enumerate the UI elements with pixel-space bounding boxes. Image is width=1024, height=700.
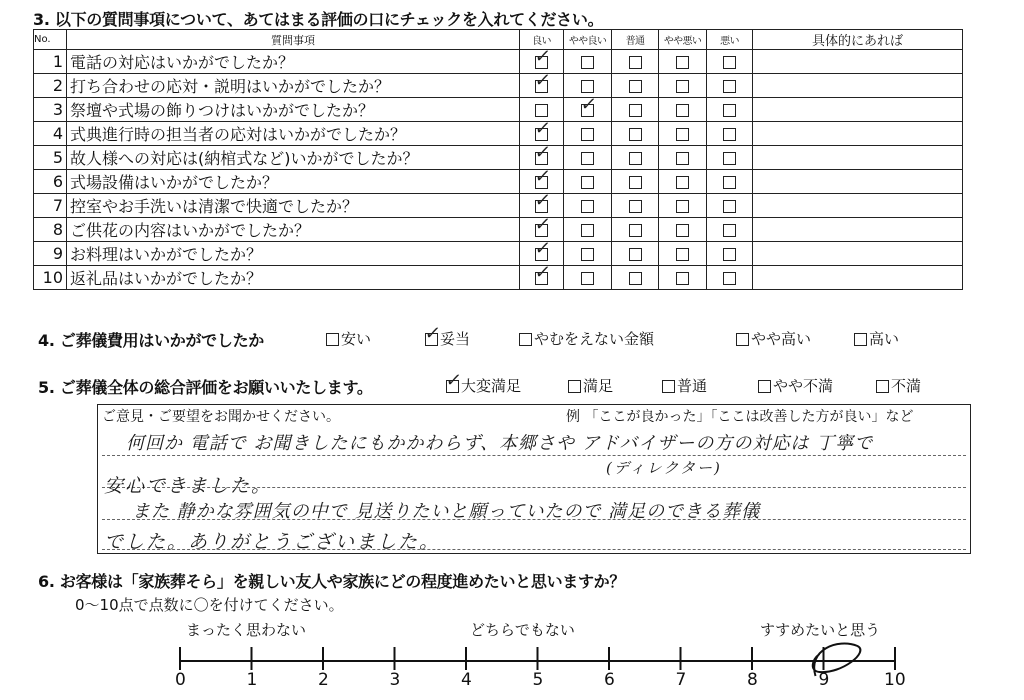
q5-option-somewhat-dissatisfied[interactable]: やや不満	[758, 375, 833, 396]
details-cell[interactable]	[753, 50, 963, 74]
checkbox[interactable]	[629, 56, 642, 69]
question-text: お料理はいかがでしたか？	[67, 242, 520, 266]
rating-cell[interactable]	[612, 266, 659, 290]
checkbox[interactable]	[676, 80, 689, 93]
checkbox[interactable]	[579, 94, 599, 117]
question-number: 5	[34, 146, 67, 170]
question-number: 9	[34, 242, 67, 266]
scale-number[interactable]: 1	[246, 670, 258, 690]
question-row	[34, 146, 963, 170]
rating-cell[interactable]	[659, 146, 707, 170]
question-row	[34, 50, 963, 74]
checkbox[interactable]	[662, 380, 675, 393]
checkbox[interactable]	[629, 200, 642, 213]
checkbox[interactable]	[533, 262, 553, 285]
scale-number[interactable]: 3	[389, 670, 401, 690]
handwriting-line-3: また 静かな雰囲気の中で 見送りたいと願っていたので 満足のできる葬儀	[132, 501, 761, 522]
scale-label-low: まったく思わない	[186, 621, 307, 639]
checkbox[interactable]	[533, 142, 553, 165]
rating-cell[interactable]	[612, 122, 659, 146]
checkbox[interactable]	[676, 200, 689, 213]
header-no: No.	[34, 30, 67, 50]
rating-cell[interactable]	[707, 146, 753, 170]
scale-number[interactable]: 5	[532, 670, 544, 690]
q5-option-satisfied[interactable]: 満足	[568, 375, 613, 396]
question-row	[34, 122, 963, 146]
checkbox[interactable]	[581, 224, 594, 237]
checkbox[interactable]	[581, 80, 594, 93]
details-cell[interactable]	[753, 194, 963, 218]
question-row	[34, 218, 963, 242]
rating-cell[interactable]	[659, 74, 707, 98]
rating-cell[interactable]	[564, 194, 612, 218]
checkbox[interactable]	[676, 128, 689, 141]
question-text: ご供花の内容はいかがでしたか？	[67, 218, 520, 242]
details-cell[interactable]	[753, 266, 963, 290]
checkbox[interactable]	[533, 70, 553, 93]
q5-title: 5. ご葬儀全体の総合評価をお願いいたします。	[38, 378, 373, 397]
checkbox[interactable]	[723, 200, 736, 213]
scale-number[interactable]: 8	[747, 670, 758, 690]
checkbox[interactable]	[533, 166, 553, 189]
checkbox[interactable]	[533, 46, 553, 69]
q3-title: 3. 以下の質問事項について、あてはまる評価の口にチェックを入れてください。	[33, 10, 604, 29]
scale-number[interactable]: 4	[461, 670, 472, 690]
check-mark-icon: ✓	[533, 214, 553, 235]
comment-label: ご意見・ご要望をお聞かせください。	[102, 409, 340, 425]
q6-title: 6. お客様は「家族葬そら」を親しい友人や家族にどの程度進めたいと思いますか？	[38, 572, 626, 591]
checkbox[interactable]	[723, 176, 736, 189]
check-mark-icon: ✓	[533, 190, 553, 211]
q4-option-expensive[interactable]: 高い	[854, 328, 899, 349]
header-normal: 普通	[612, 30, 659, 50]
checkbox[interactable]	[581, 176, 594, 189]
question-text: 電話の対応はいかがでしたか？	[67, 50, 520, 74]
rating-cell[interactable]	[659, 170, 707, 194]
checkbox[interactable]	[533, 118, 553, 141]
check-mark-icon: ✓	[533, 142, 553, 163]
scale-number[interactable]: 7	[675, 670, 687, 690]
question-number: 8	[34, 218, 67, 242]
check-mark-icon: ✓	[533, 238, 553, 259]
details-cell[interactable]	[753, 74, 963, 98]
details-cell[interactable]	[753, 146, 963, 170]
details-cell[interactable]	[753, 218, 963, 242]
checkbox[interactable]	[444, 370, 464, 393]
checkbox[interactable]	[629, 248, 642, 261]
check-mark-icon: ✓	[423, 323, 443, 344]
q5-option-dissatisfied[interactable]: 不満	[876, 375, 921, 396]
checkbox[interactable]	[568, 380, 581, 393]
scale-number[interactable]: 0	[175, 670, 186, 690]
rating-cell[interactable]	[659, 266, 707, 290]
rating-cell[interactable]	[707, 242, 753, 266]
checkbox[interactable]	[581, 128, 594, 141]
ruled-line	[102, 455, 966, 456]
scale-label-high: すすめたいと思う	[760, 621, 881, 639]
question-text: 返礼品はいかがでしたか？	[67, 266, 520, 290]
question-text: 打ち合わせの応対・説明はいかがでしたか？	[67, 74, 520, 98]
checkbox[interactable]	[676, 176, 689, 189]
question-number: 4	[34, 122, 67, 146]
rating-cell[interactable]	[612, 50, 659, 74]
checkbox[interactable]	[581, 272, 594, 285]
details-cell[interactable]	[753, 170, 963, 194]
checkbox[interactable]	[581, 56, 594, 69]
checkbox[interactable]	[533, 190, 553, 213]
question-text: 式場設備はいかがでしたか？	[67, 170, 520, 194]
header-somewhat-bad: やや悪い	[659, 30, 707, 50]
question-number: 2	[34, 74, 67, 98]
comment-box[interactable]	[97, 404, 971, 554]
rating-cell[interactable]	[707, 266, 753, 290]
rating-cell[interactable]	[564, 50, 612, 74]
q4-option-reasonable[interactable]: ✓ 妥当	[423, 323, 471, 348]
scale-number[interactable]: 6	[604, 670, 615, 690]
scale-number[interactable]: 10	[884, 670, 906, 690]
question-number: 1	[34, 50, 67, 74]
q6-instruction: 0～10点で点数に〇を付けてください。	[75, 596, 344, 614]
rating-cell[interactable]	[707, 170, 753, 194]
checkbox[interactable]	[876, 380, 889, 393]
checkbox[interactable]	[854, 333, 867, 346]
scale-number[interactable]: 9	[818, 670, 830, 690]
rating-cell[interactable]	[659, 194, 707, 218]
checkbox[interactable]	[581, 152, 594, 165]
checkbox[interactable]	[423, 323, 443, 346]
rating-cell[interactable]	[659, 218, 707, 242]
rating-cell[interactable]	[707, 218, 753, 242]
question-row	[34, 266, 963, 290]
checkbox[interactable]	[676, 224, 689, 237]
checkbox[interactable]	[629, 272, 642, 285]
q4-option-cheap[interactable]: 安い	[326, 328, 371, 349]
header-question: 質問事項	[67, 30, 520, 50]
checkbox[interactable]	[535, 104, 548, 117]
header-good: 良い	[520, 30, 564, 50]
check-mark-icon: ✓	[444, 370, 464, 391]
question-row	[34, 170, 963, 194]
q5-option-normal[interactable]: 普通	[662, 375, 707, 396]
checkbox[interactable]	[581, 248, 594, 261]
question-row	[34, 242, 963, 266]
check-mark-icon: ✓	[533, 46, 553, 67]
checkbox[interactable]	[723, 152, 736, 165]
question-row	[34, 194, 963, 218]
header-details: 具体的にあれば	[753, 30, 963, 50]
handwriting-note: (ディレクター)	[606, 459, 722, 477]
checkbox[interactable]	[676, 104, 689, 117]
question-text: 控室やお手洗いは清潔で快適でしたか？	[67, 194, 520, 218]
handwriting-line-2: 安心できました。	[104, 475, 273, 497]
question-row	[34, 74, 963, 98]
rating-cell[interactable]	[659, 50, 707, 74]
rating-cell[interactable]	[612, 146, 659, 170]
checkbox[interactable]	[326, 333, 339, 346]
checkbox[interactable]	[723, 80, 736, 93]
checkbox[interactable]	[676, 152, 689, 165]
q4-option-unavoidable[interactable]: やむをえない金額	[519, 328, 654, 349]
checkbox[interactable]	[629, 176, 642, 189]
details-cell[interactable]	[753, 122, 963, 146]
q4-title: 4. ご葬儀費用はいかがでしたか	[38, 331, 264, 350]
rating-cell[interactable]	[707, 122, 753, 146]
checkbox[interactable]	[723, 104, 736, 117]
question-number: 7	[34, 194, 67, 218]
header-somewhat-good: やや良い	[564, 30, 612, 50]
checkbox[interactable]	[723, 224, 736, 237]
check-mark-icon: ✓	[533, 166, 553, 187]
rating-cell[interactable]	[564, 242, 612, 266]
checkbox[interactable]	[723, 248, 736, 261]
rating-cell[interactable]	[612, 98, 659, 122]
scale-number[interactable]: 2	[318, 670, 329, 690]
checkbox[interactable]	[629, 80, 642, 93]
scale-label-mid: どちらでもない	[470, 621, 575, 639]
rating-cell[interactable]	[659, 98, 707, 122]
checkbox[interactable]	[723, 272, 736, 285]
question-number: 6	[34, 170, 67, 194]
q5-option-very-satisfied[interactable]: ✓ 大変満足	[444, 370, 522, 395]
checkbox[interactable]	[581, 200, 594, 213]
checkbox[interactable]	[723, 128, 736, 141]
rating-cell[interactable]	[564, 122, 612, 146]
comment-example: 例 「ここが良かった」「ここは改善した方が良い」など	[566, 409, 914, 425]
question-number: 10	[34, 266, 67, 290]
checkbox[interactable]	[533, 214, 553, 237]
details-cell[interactable]	[753, 98, 963, 122]
question-row	[34, 98, 963, 122]
rating-cell[interactable]	[707, 194, 753, 218]
checkbox[interactable]	[676, 56, 689, 69]
check-mark-icon: ✓	[533, 262, 553, 283]
rating-table	[33, 29, 963, 290]
checkbox[interactable]	[629, 104, 642, 117]
rating-cell[interactable]	[564, 94, 612, 122]
checkbox[interactable]	[723, 56, 736, 69]
checkbox[interactable]	[629, 128, 642, 141]
rating-cell[interactable]	[707, 50, 753, 74]
checkbox[interactable]	[676, 248, 689, 261]
check-mark-icon: ✓	[533, 70, 553, 91]
checkbox[interactable]	[736, 333, 749, 346]
check-mark-icon: ✓	[579, 94, 599, 115]
rating-cell[interactable]	[707, 98, 753, 122]
handwriting-line-1: 何回か 電話で お聞きしたにもかかわらず、本郷さや アドバイザーの方の対応は 丁寧で	[126, 433, 874, 454]
rating-cell[interactable]	[612, 194, 659, 218]
rating-cell[interactable]	[520, 262, 564, 290]
checkbox[interactable]	[629, 152, 642, 165]
checkbox[interactable]	[519, 333, 532, 346]
rating-cell[interactable]	[612, 218, 659, 242]
details-cell[interactable]	[753, 242, 963, 266]
rating-cell[interactable]	[564, 218, 612, 242]
header-bad: 悪い	[707, 30, 753, 50]
rating-cell[interactable]	[564, 146, 612, 170]
check-mark-icon: ✓	[533, 118, 553, 139]
rating-cell[interactable]	[659, 122, 707, 146]
rating-cell[interactable]	[612, 242, 659, 266]
checkbox[interactable]	[676, 272, 689, 285]
rating-cell[interactable]	[612, 170, 659, 194]
question-text: 祭壇や式場の飾りつけはいかがでしたか？	[67, 98, 520, 122]
rating-cell[interactable]	[612, 74, 659, 98]
question-number: 3	[34, 98, 67, 122]
checkbox[interactable]	[533, 238, 553, 261]
question-text: 式典進行時の担当者の応対はいかがでしたか？	[67, 122, 520, 146]
rating-cell[interactable]	[659, 242, 707, 266]
checkbox[interactable]	[758, 380, 771, 393]
question-text: 故人様への対応は(納棺式など)いかがでしたか？	[67, 146, 520, 170]
rating-cell[interactable]	[707, 74, 753, 98]
rating-cell[interactable]	[564, 170, 612, 194]
q4-option-somewhat-expensive[interactable]: やや高い	[736, 328, 811, 349]
checkbox[interactable]	[629, 224, 642, 237]
handwriting-line-4: でした。ありがとうございました。	[104, 531, 441, 553]
rating-cell[interactable]	[564, 266, 612, 290]
rating-cell[interactable]	[520, 70, 564, 98]
